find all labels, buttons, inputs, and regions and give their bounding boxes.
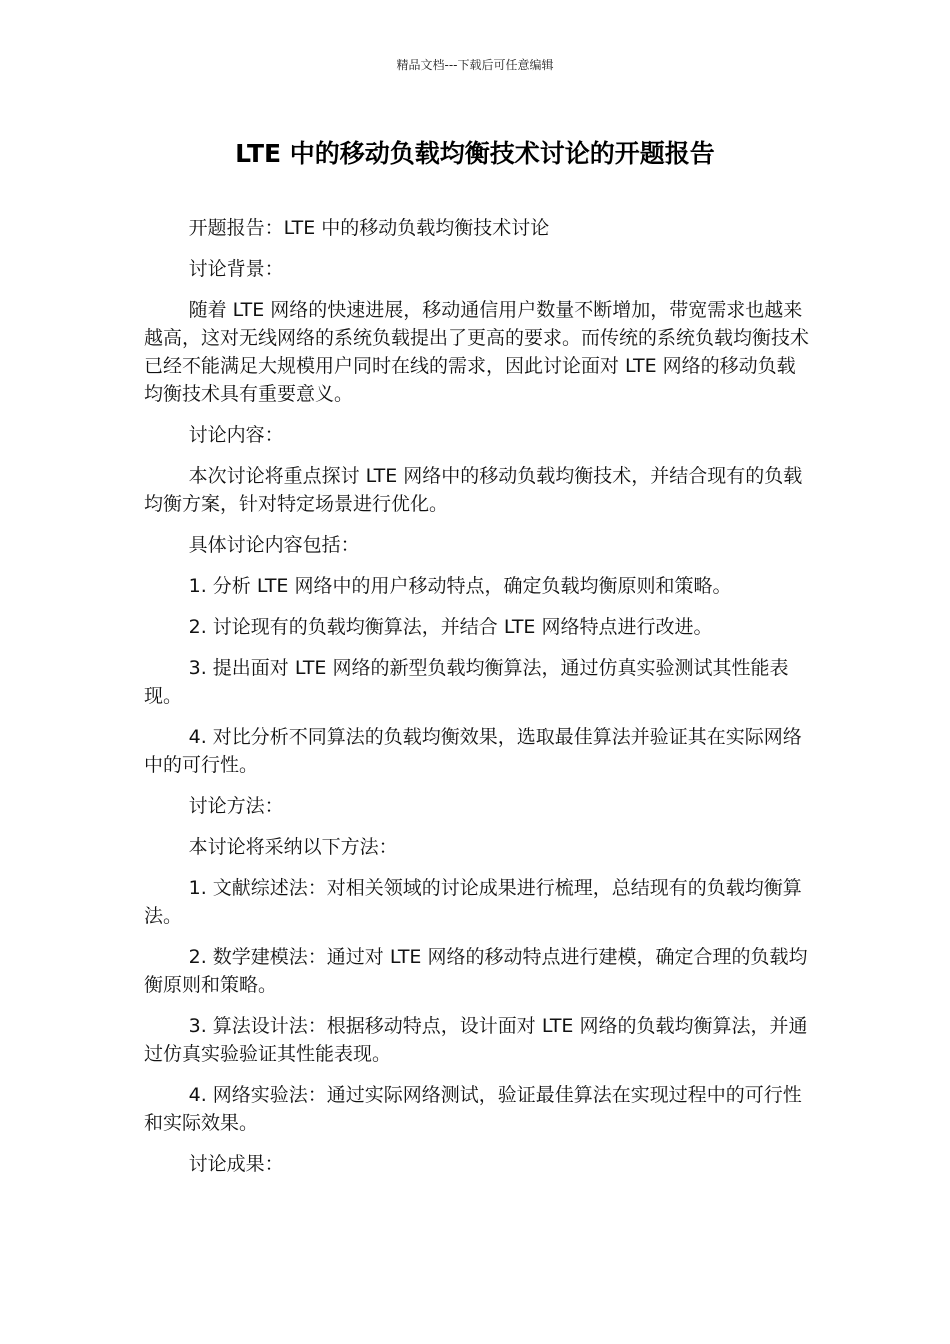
paragraph-results-heading: 讨论成果：: [188, 1153, 284, 1175]
paragraph-report-heading: 开题报告：LTE 中的移动负载均衡技术讨论: [188, 217, 550, 239]
paragraph-method-1: 1. 文献综述法：对相关领域的讨论成果进行梳理，总结现有的负载均衡算法。: [144, 877, 802, 927]
document-body: [144, 214, 812, 1191]
paragraph-method-4: 4. 网络实验法：通过实际网络测试，验证最佳算法在实现过程中的可行性和实际效果。: [144, 1084, 802, 1134]
paragraph-background-heading: 讨论背景：: [188, 258, 284, 280]
document-title: LTE 中的移动负载均衡技术讨论的开题报告: [235, 139, 715, 168]
paragraph-methods-heading: 讨论方法：: [188, 795, 284, 817]
paragraph-content-item-2: 2. 讨论现有的负载均衡算法，并结合 LTE 网络特点进行改进。: [188, 616, 713, 638]
paragraph-content-item-1: 1. 分析 LTE 网络中的用户移动特点，确定负载均衡原则和策略。: [188, 575, 732, 597]
paragraph-content-item-4: 4. 对比分析不同算法的负载均衡效果，选取最佳算法并验证其在实际网络中的可行性。: [144, 726, 802, 776]
paragraph-background: 随着 LTE 网络的快速进展，移动通信用户数量不断增加，带宽需求也越来越高，这对无线网络的系统负载提出了更高的要求。而传统的系统负载均衡技术已经不能满足大规模用户同时在线的需求，因此讨论面对 LTE 网络的移动负载均衡技术具有重要意义。: [144, 299, 810, 405]
paragraph-methods-intro: 本讨论将采纳以下方法：: [188, 836, 398, 858]
paragraph-method-2: 2. 数学建模法：通过对 LTE 网络的移动特点进行建模，确定合理的负载均衡原则和策略。: [144, 946, 808, 996]
paragraph-content-heading: 讨论内容：: [188, 424, 284, 446]
paragraph-content-list-intro: 具体讨论内容包括：: [188, 534, 360, 556]
paragraph-method-3: 3. 算法设计法：根据移动特点，设计面对 LTE 网络的负载均衡算法，并通过仿真实验验证其性能表现。: [144, 1015, 808, 1065]
paragraph-content-item-3: 3. 提出面对 LTE 网络的新型负载均衡算法，通过仿真实验测试其性能表现。: [144, 657, 789, 707]
header-note: 精品文档---下载后可任意编辑: [396, 58, 554, 72]
paragraph-content: 本次讨论将重点探讨 LTE 网络中的移动负载均衡技术，并结合现有的负载均衡方案，针对特定场景进行优化。: [144, 465, 803, 515]
